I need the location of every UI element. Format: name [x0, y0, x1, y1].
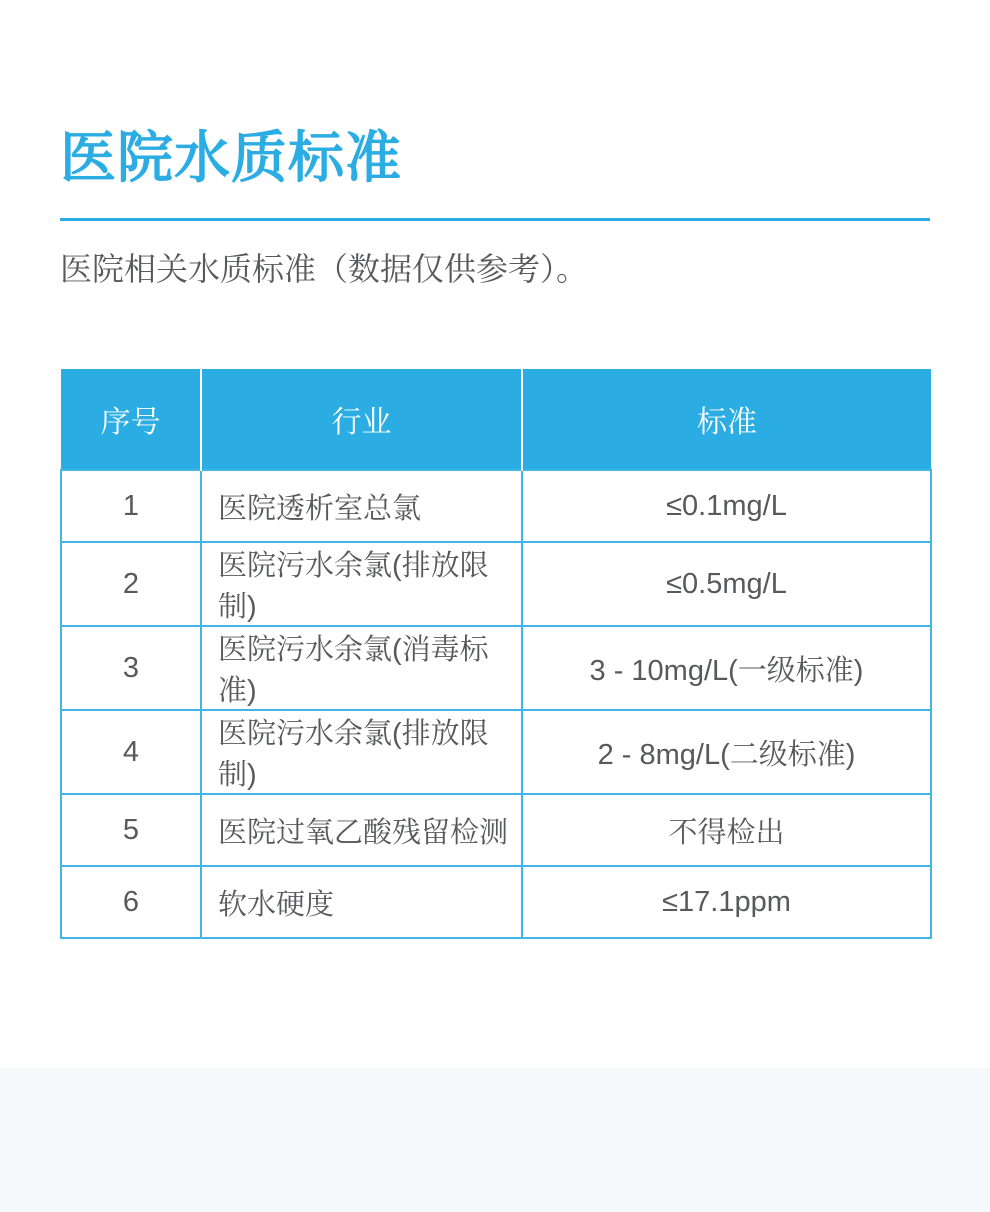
standard-cell: ≤0.1mg/L [522, 470, 931, 542]
standards-table [60, 369, 932, 939]
industry-cell: 医院污水余氯(排放限制) [201, 542, 522, 626]
standard-cell: 3 - 10mg/L(一级标准) [522, 626, 931, 710]
table-row [61, 710, 931, 794]
table-row [61, 470, 931, 542]
table-header-row [61, 369, 931, 470]
industry-cell: 软水硬度 [201, 866, 522, 938]
footer-band [0, 1068, 990, 1212]
industry-cell: 医院污水余氯(排放限制) [201, 710, 522, 794]
row-number-cell: 2 [61, 542, 201, 626]
row-number-cell: 3 [61, 626, 201, 710]
page-subtitle: 医院相关水质标准（数据仅供参考）。 [60, 251, 589, 287]
table-row [61, 866, 931, 938]
table-row [61, 626, 931, 710]
page-title: 医院水质标准 [60, 126, 402, 189]
industry-cell: 医院过氧乙酸残留检测 [201, 794, 522, 866]
industry-cell: 医院透析室总氯 [201, 470, 522, 542]
title-divider [60, 218, 930, 221]
row-number-cell: 5 [61, 794, 201, 866]
table-row [61, 542, 931, 626]
row-number-cell: 4 [61, 710, 201, 794]
standard-cell: 不得检出 [522, 794, 931, 866]
column-header-index: 序号 [61, 369, 201, 470]
table-row [61, 794, 931, 866]
column-header-industry: 行业 [201, 369, 522, 470]
standard-cell: ≤17.1ppm [522, 866, 931, 938]
standard-cell: ≤0.5mg/L [522, 542, 931, 626]
row-number-cell: 6 [61, 866, 201, 938]
row-number-cell: 1 [61, 470, 201, 542]
standard-cell: 2 - 8mg/L(二级标准) [522, 710, 931, 794]
industry-cell: 医院污水余氯(消毒标准) [201, 626, 522, 710]
column-header-standard: 标准 [522, 369, 931, 470]
